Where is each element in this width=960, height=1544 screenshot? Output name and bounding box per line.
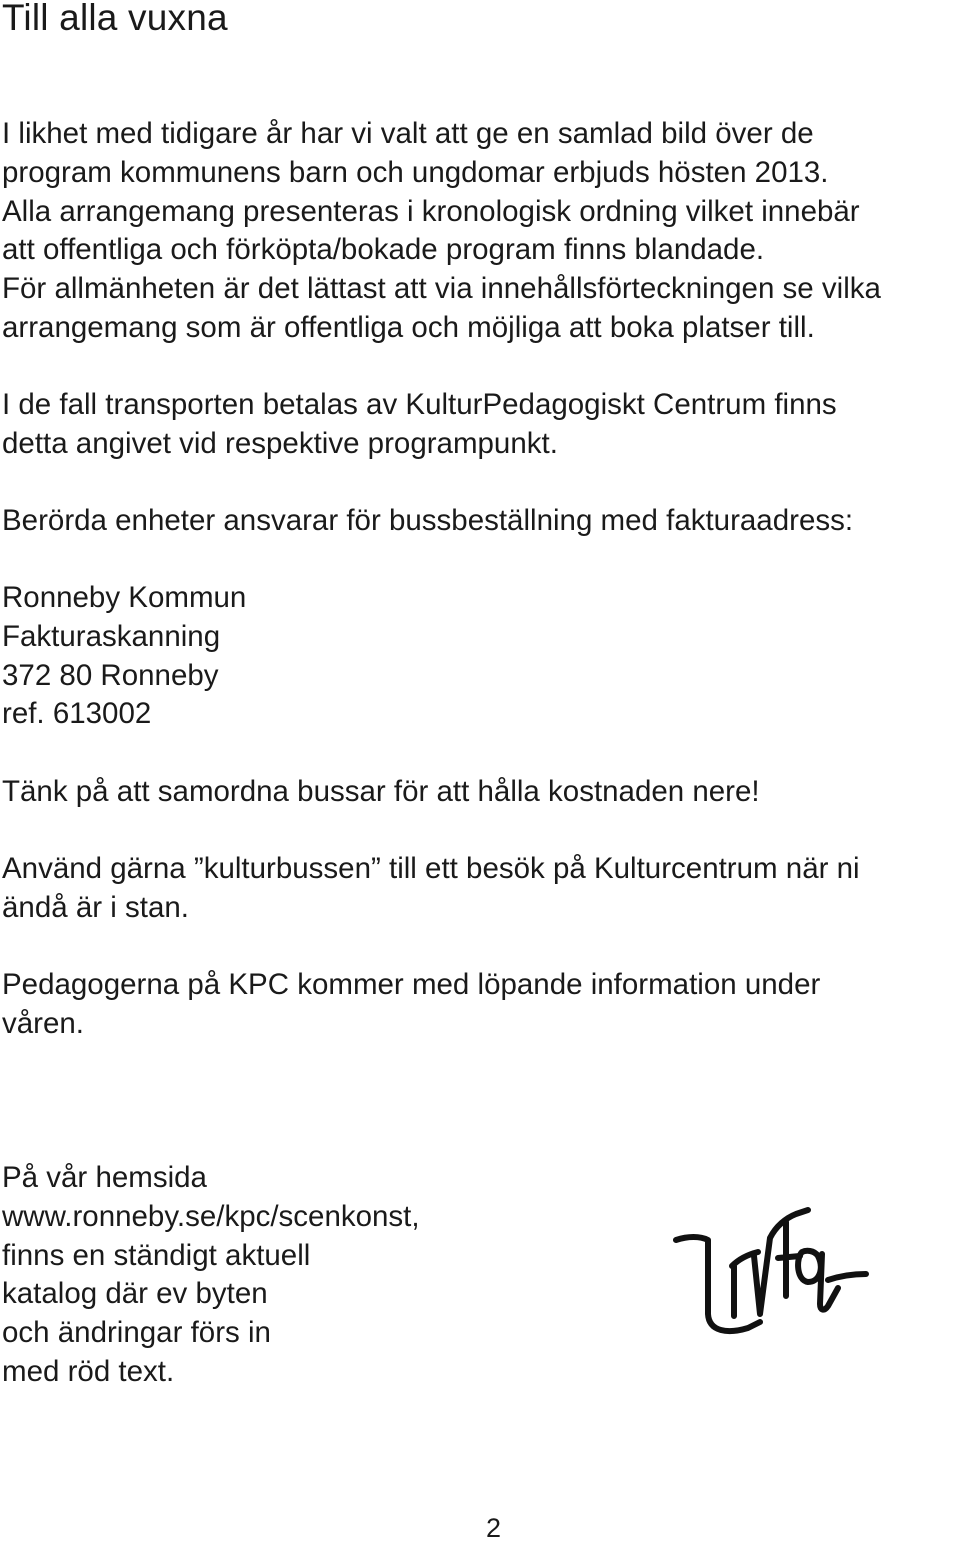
- transport-paragraph: [2, 386, 837, 464]
- text-line: detta angivet vid respektive programpunkt.: [2, 426, 558, 460]
- text-line: katalog där ev byten: [2, 1277, 268, 1311]
- text-line: Alla arrangemang presenteras i kronologisk ordning vilket innebär: [2, 194, 860, 228]
- text-line: finns en ständigt aktuell: [2, 1238, 311, 1272]
- text-line: Tänk på att samordna bussar för att hålla kostnaden nere!: [2, 775, 760, 808]
- text-line: Använd gärna ”kulturbussen” till ett besök på Kulturcentrum när ni: [2, 852, 860, 885]
- address-line: ref. 613002: [2, 697, 152, 731]
- address-line: Ronneby Kommun: [2, 581, 247, 614]
- text-line: På vår hemsida: [2, 1161, 207, 1194]
- text-line: och ändringar förs in: [2, 1316, 271, 1350]
- text-line: För allmänheten är det lättast att via innehållsförteckningen se vilka: [2, 272, 881, 306]
- text-line: ändå är i stan.: [2, 890, 189, 924]
- address-line: 372 80 Ronneby: [2, 658, 219, 692]
- culture-bus-paragraph: [2, 850, 860, 928]
- handwritten-signature: [668, 1196, 878, 1346]
- text-line: I likhet med tidigare år har vi valt att ge en samlad bild över de: [2, 117, 814, 150]
- coordinate-buses-paragraph: [2, 773, 760, 812]
- website-paragraph: [2, 1159, 420, 1392]
- text-line: med röd text.: [2, 1354, 175, 1388]
- bus-booking-paragraph: [2, 502, 853, 541]
- invoice-address: [2, 579, 246, 734]
- text-line: arrangemang som är offentliga och möjliga att boka platser till.: [2, 310, 815, 344]
- text-line: Pedagogerna på KPC kommer med löpande information under: [2, 968, 821, 1001]
- text-line: våren.: [2, 1006, 84, 1040]
- page-number: 2: [486, 1513, 502, 1543]
- website-link[interactable]: www.ronneby.se/kpc/scenkonst,: [2, 1199, 420, 1233]
- address-line: Fakturaskanning: [2, 619, 221, 653]
- pedagogues-paragraph: [2, 966, 820, 1044]
- text-line: Berörda enheter ansvarar för bussbeställning med fakturaadress:: [2, 504, 854, 537]
- intro-paragraph: [2, 115, 881, 348]
- text-line: att offentliga och förköpta/bokade program finns blandade.: [2, 233, 765, 267]
- text-line: I de fall transporten betalas av KulturPedagogiskt Centrum finns: [2, 388, 837, 421]
- text-line: program kommunens barn och ungdomar erbjuds hösten 2013.: [2, 155, 829, 189]
- page-heading: Till alla vuxna: [2, 0, 228, 38]
